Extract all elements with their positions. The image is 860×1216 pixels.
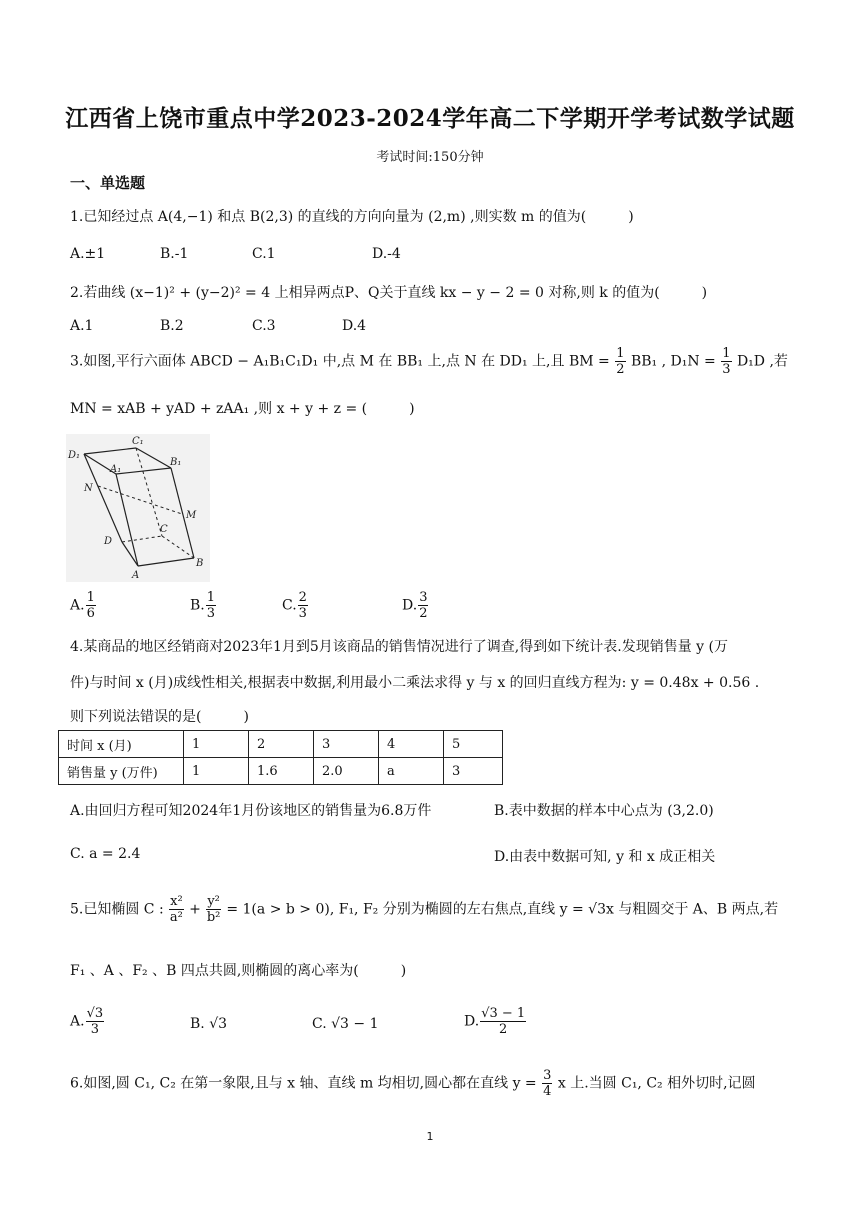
question-5-stem-part-b: = 1(a > b > 0), F₁, F₂ 分别为椭圆的左右焦点,直线 y = √3x 与粗圆交于 A、B 两点,若 [226,901,779,918]
question-3-stem-line-1 [70,346,788,377]
figure-label: C [160,524,168,535]
table-cell: 5 [444,731,503,758]
option-letter: D. [464,1013,480,1030]
question-2-stem: 2.若曲线 (x−1)² + (y−2)² = 4 上相异两点P、Q关于直线 kx − y − 2 = 0 对称,则 k 的值为( ) [70,285,708,301]
fraction-denominator: 3 [298,606,307,621]
figure-label: D₁ [68,450,81,461]
question-5-option-b: B. √3 [190,1016,228,1032]
table-cell: 1 [184,731,249,758]
bm-coefficient-fraction [615,346,625,377]
question-3-stem-part-a: 3.如图,平行六面体 ABCD − A₁B₁C₁D₁ 中,点 M 在 BB₁ 上,点 N 在 DD₁ 上,且 BM = [70,353,610,370]
fraction-numerator: y² [207,894,220,909]
question-4-stem-line-1: 4.某商品的地区经销商对2023年1月到5月该商品的销售情况进行了调查,得到如下统计表.发现销售量 y (万 [70,639,728,655]
question-1-option-d: D.-4 [372,246,401,262]
fraction-denominator: 3 [90,1022,99,1037]
fraction-numerator: 3 [543,1068,552,1083]
fraction-numerator: √3 [86,1006,104,1021]
table-cell: 时间 x (月) [59,731,184,758]
fraction-denominator: a² [169,910,183,925]
table-cell: 3 [444,758,503,785]
figure-label: A₁ [110,464,122,475]
fraction-numerator: √3 − 1 [481,1006,526,1021]
fraction-numerator: x² [170,894,183,909]
question-4-option-a: A.由回归方程可知2024年1月份该地区的销售量为6.8万件 [70,803,432,819]
question-1-option-c: C.1 [252,246,276,262]
question-6-stem [70,1068,756,1099]
table-cell: 4 [379,731,444,758]
question-4-stem-line-2: 件)与时间 x (月)成线性相关,根据表中数据,利用最小二乘法求得 y 与 x 的回归直线方程为: y = 0.48x + 0.56 . [70,675,760,691]
question-3-stem-part-b: BB₁ , D₁N = [630,353,716,370]
question-2-option-a: A.1 [70,318,94,334]
question-3-stem-part-c: D₁D ,若 [736,353,788,370]
question-5-stem-part-a: 5.已知椭圆 C : [70,901,164,918]
fraction-numerator: 2 [298,590,307,605]
question-3-option-d [402,590,429,621]
parallelepiped-figure [66,434,210,582]
question-2-option-b: B.2 [160,318,184,334]
fraction-denominator: 3 [722,362,731,377]
figure-label: N [84,483,93,494]
option-letter: C. [282,597,297,614]
page-number: 1 [426,1130,434,1143]
fraction-denominator: 4 [543,1084,552,1099]
figure-label: D [104,536,113,547]
fraction-numerator: 1 [722,346,731,361]
slope-fraction [542,1068,552,1099]
question-4-option-b: B.表中数据的样本中心点为 (3,2.0) [494,803,714,819]
table-cell: 销售量 y (万件) [59,758,184,785]
table-cell: 1 [184,758,249,785]
option-letter: A. [70,1013,85,1030]
d1n-coefficient-fraction [721,346,731,377]
figure-label: A [132,570,140,581]
question-3-stem-line-2: MN = xAB + yAD + zAA₁ ,则 x + y + z = ( ) [70,401,415,417]
option-fraction [86,590,96,621]
plus-sign: + [189,901,201,918]
question-4-option-c: C. a = 2.4 [70,846,141,862]
figure-label: B₁ [170,457,182,468]
figure-label: C₁ [132,436,144,447]
fraction-denominator: 2 [419,606,428,621]
question-4-stem-line-3: 则下列说法错误的是( ) [70,709,249,725]
question-5-stem-line-1 [70,894,778,925]
exam-time: 考试时间:150分钟 [376,150,484,165]
question-1-option-b: B.-1 [160,246,189,262]
option-letter: D. [402,597,418,614]
figure-label: B [196,558,204,569]
ellipse-y-term [206,894,221,925]
figure-label: M [186,510,197,521]
question-1-stem: 1.已知经过点 A(4,−1) 和点 B(2,3) 的直线的方向向量为 (2,m) ,则实数 m 的值为( ) [70,209,634,225]
option-fraction [480,1006,526,1037]
fraction-numerator: 1 [206,590,216,605]
table-cell: 1.6 [249,758,314,785]
option-fraction [298,590,308,621]
question-1-option-a: A.±1 [70,246,106,262]
table-cell: 2 [249,731,314,758]
fraction-denominator: 6 [86,606,95,621]
option-fraction [206,590,216,621]
option-fraction [86,1006,105,1037]
ellipse-x-term [169,894,184,925]
table-row [59,731,503,758]
question-5-option-a [70,1006,105,1037]
question-5-option-d [464,1006,527,1037]
fraction-denominator: b² [206,910,221,925]
sales-table [58,730,503,785]
question-6-stem-part-b: x 上.当圆 C₁, C₂ 相外切时,记圆 [557,1075,756,1092]
fraction-numerator: 3 [419,590,428,605]
table-cell: 3 [314,731,379,758]
fraction-numerator: 1 [616,346,625,361]
fraction-numerator: 1 [86,590,95,605]
table-cell: a [379,758,444,785]
question-3-option-b [190,590,217,621]
question-5-stem-line-2: F₁ 、A 、F₂ 、B 四点共圆,则椭圆的离心率为( ) [70,963,407,979]
question-2-option-d: D.4 [342,318,367,334]
question-4-option-d: D.由表中数据可知, y 和 x 成正相关 [494,849,716,865]
option-letter: A. [70,597,85,614]
question-6-stem-part-a: 6.如图,圆 C₁, C₂ 在第一象限,且与 x 轴、直线 m 均相切,圆心都在直线 y = [70,1075,537,1092]
table-cell: 2.0 [314,758,379,785]
option-fraction [418,590,428,621]
fraction-denominator: 2 [499,1022,508,1037]
question-3-option-c [282,590,309,621]
question-5-option-c: C. √3 − 1 [312,1016,379,1032]
option-letter: B. [190,597,205,614]
table-row [59,758,503,785]
question-2-option-c: C.3 [252,318,276,334]
document-title: 江西省上饶市重点中学2023-2024学年高二下学期开学考试数学试题 [65,105,795,132]
question-3-option-a [70,590,97,621]
section-heading: 一、单选题 [70,174,146,192]
fraction-denominator: 2 [616,362,625,377]
fraction-denominator: 3 [206,606,216,621]
